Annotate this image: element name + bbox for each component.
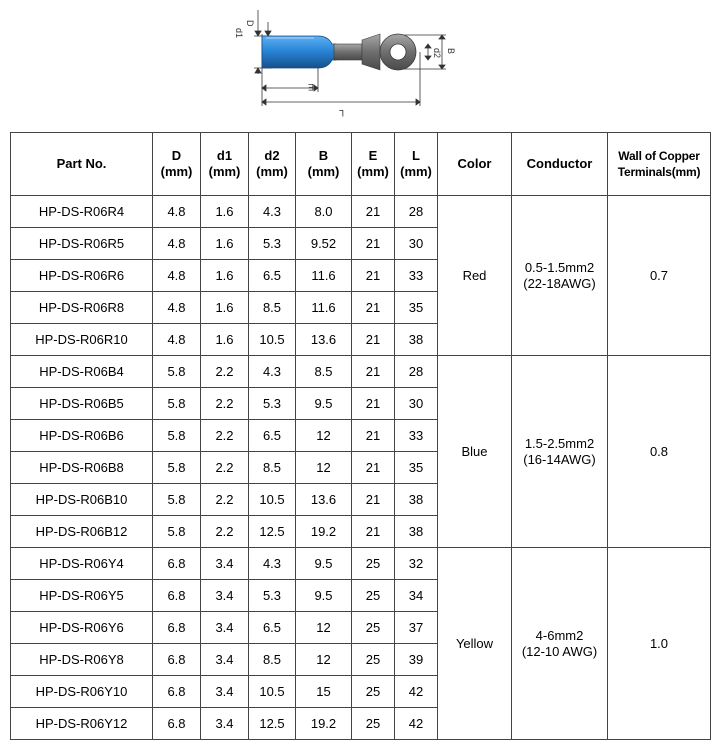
L-cell: 38 [395,324,438,356]
header-B: B (mm) [296,133,352,196]
part-no-cell: HP-DS-R06R6 [11,260,153,292]
wall-thickness-cell: 1.0 [608,548,711,740]
d2-cell: 5.3 [249,388,296,420]
d1-cell: 2.2 [201,516,249,548]
B-cell: 11.6 [296,260,352,292]
header-L: L (mm) [395,133,438,196]
D-cell: 5.8 [153,516,201,548]
header-part-no: Part No. [11,133,153,196]
B-cell: 13.6 [296,484,352,516]
L-cell: 35 [395,452,438,484]
conductor-line: (22-18AWG) [523,275,596,291]
E-cell: 25 [352,644,395,676]
D-cell: 4.8 [153,292,201,324]
header-row [11,133,711,196]
E-cell: 25 [352,612,395,644]
B-cell: 11.6 [296,292,352,324]
d2-cell: 5.3 [249,228,296,260]
d2-cell: 10.5 [249,676,296,708]
label-D: D [245,20,255,27]
conductor-line: (16-14AWG) [523,451,596,467]
E-cell: 21 [352,356,395,388]
header-D: D (mm) [153,133,201,196]
E-cell: 25 [352,708,395,740]
E-cell: 21 [352,516,395,548]
label-B: B [446,48,456,55]
part-no-cell: HP-DS-R06Y6 [11,612,153,644]
B-cell: 9.52 [296,228,352,260]
L-cell: 30 [395,388,438,420]
D-cell: 6.8 [153,708,201,740]
header-color: Color [438,133,512,196]
part-no-cell: HP-DS-R06Y5 [11,580,153,612]
part-no-cell: HP-DS-R06B6 [11,420,153,452]
E-cell: 25 [352,676,395,708]
header-d1: d1 (mm) [201,133,249,196]
d1-cell: 1.6 [201,260,249,292]
D-cell: 6.8 [153,612,201,644]
D-cell: 4.8 [153,228,201,260]
d1-cell: 1.6 [201,292,249,324]
D-cell: 6.8 [153,580,201,612]
part-no-cell: HP-DS-R06B10 [11,484,153,516]
color-cell: Red [438,196,512,356]
D-cell: 5.8 [153,452,201,484]
d2-cell: 6.5 [249,260,296,292]
L-cell: 28 [395,196,438,228]
d1-cell: 2.2 [201,420,249,452]
part-no-cell: HP-DS-R06B8 [11,452,153,484]
conductor-line: (12-10 AWG) [521,643,598,659]
part-no-cell: HP-DS-R06Y8 [11,644,153,676]
B-cell: 19.2 [296,516,352,548]
d2-cell: 4.3 [249,548,296,580]
d2-cell: 10.5 [249,324,296,356]
d1-cell: 1.6 [201,324,249,356]
E-cell: 21 [352,452,395,484]
wall-thickness-cell: 0.8 [608,356,711,548]
conductor-cell [512,356,608,548]
part-no-cell: HP-DS-R06B4 [11,356,153,388]
d2-cell: 12.5 [249,708,296,740]
d1-cell: 2.2 [201,452,249,484]
d2-cell: 12.5 [249,516,296,548]
D-cell: 4.8 [153,196,201,228]
d2-cell: 5.3 [249,580,296,612]
label-L: L [338,108,344,118]
B-cell: 8.0 [296,196,352,228]
wall-thickness-cell: 0.7 [608,196,711,356]
conductor-cell [512,196,608,356]
d2-cell: 8.5 [249,292,296,324]
d1-cell: 2.2 [201,388,249,420]
L-cell: 30 [395,228,438,260]
E-cell: 21 [352,260,395,292]
part-no-cell: HP-DS-R06R4 [11,196,153,228]
E-cell: 21 [352,420,395,452]
label-d2: d2 [432,48,442,59]
E-cell: 21 [352,196,395,228]
B-cell: 9.5 [296,388,352,420]
B-cell: 13.6 [296,324,352,356]
L-cell: 38 [395,484,438,516]
table-row [11,356,711,388]
L-cell: 39 [395,644,438,676]
part-no-cell: HP-DS-R06Y10 [11,676,153,708]
D-cell: 6.8 [153,644,201,676]
part-no-cell: HP-DS-R06Y12 [11,708,153,740]
E-cell: 21 [352,292,395,324]
E-cell: 21 [352,388,395,420]
B-cell: 9.5 [296,548,352,580]
E-cell: 21 [352,324,395,356]
L-cell: 34 [395,580,438,612]
header-wall: Wall of Copper Terminals(mm) [608,133,711,196]
header-conductor: Conductor [512,133,608,196]
table-body [11,196,711,740]
d2-cell: 4.3 [249,356,296,388]
spec-table [10,132,711,740]
conductor-line: 1.5-2.5mm2 [524,435,595,451]
d1-cell: 3.4 [201,580,249,612]
part-no-cell: HP-DS-R06B12 [11,516,153,548]
L-cell: 42 [395,708,438,740]
conductor-cell [512,548,608,740]
d2-cell: 6.5 [249,612,296,644]
D-cell: 4.8 [153,260,201,292]
part-no-cell: HP-DS-R06B5 [11,388,153,420]
B-cell: 12 [296,420,352,452]
d2-cell: 4.3 [249,196,296,228]
L-cell: 32 [395,548,438,580]
D-cell: 5.8 [153,356,201,388]
L-cell: 42 [395,676,438,708]
part-no-cell: HP-DS-R06R8 [11,292,153,324]
d2-cell: 8.5 [249,644,296,676]
D-cell: 4.8 [153,324,201,356]
d1-cell: 3.4 [201,676,249,708]
d2-cell: 8.5 [249,452,296,484]
B-cell: 12 [296,452,352,484]
B-cell: 12 [296,612,352,644]
d1-cell: 3.4 [201,612,249,644]
d1-cell: 3.4 [201,644,249,676]
conductor-line: 0.5-1.5mm2 [524,259,595,275]
d1-cell: 2.2 [201,484,249,516]
L-cell: 37 [395,612,438,644]
E-cell: 25 [352,580,395,612]
color-cell: Blue [438,356,512,548]
B-cell: 8.5 [296,356,352,388]
D-cell: 5.8 [153,388,201,420]
E-cell: 25 [352,548,395,580]
label-E: E [307,82,314,92]
conductor-line: 4-6mm2 [535,627,584,643]
part-no-cell: HP-DS-R06R5 [11,228,153,260]
B-cell: 12 [296,644,352,676]
D-cell: 5.8 [153,484,201,516]
D-cell: 5.8 [153,420,201,452]
D-cell: 6.8 [153,548,201,580]
d2-cell: 10.5 [249,484,296,516]
label-d1: d1 [234,28,244,39]
E-cell: 21 [352,228,395,260]
L-cell: 35 [395,292,438,324]
d1-cell: 1.6 [201,196,249,228]
part-no-cell: HP-DS-R06R10 [11,324,153,356]
E-cell: 21 [352,484,395,516]
B-cell: 9.5 [296,580,352,612]
d1-cell: 2.2 [201,356,249,388]
d1-cell: 3.4 [201,548,249,580]
header-d2: d2 (mm) [249,133,296,196]
d2-cell: 6.5 [249,420,296,452]
part-no-cell: HP-DS-R06Y4 [11,548,153,580]
L-cell: 28 [395,356,438,388]
table-row [11,196,711,228]
L-cell: 33 [395,260,438,292]
D-cell: 6.8 [153,676,201,708]
table-row [11,548,711,580]
header-E: E (mm) [352,133,395,196]
B-cell: 15 [296,676,352,708]
d1-cell: 1.6 [201,228,249,260]
terminal-diagram [214,0,464,120]
L-cell: 38 [395,516,438,548]
L-cell: 33 [395,420,438,452]
d1-cell: 3.4 [201,708,249,740]
color-cell: Yellow [438,548,512,740]
B-cell: 19.2 [296,708,352,740]
